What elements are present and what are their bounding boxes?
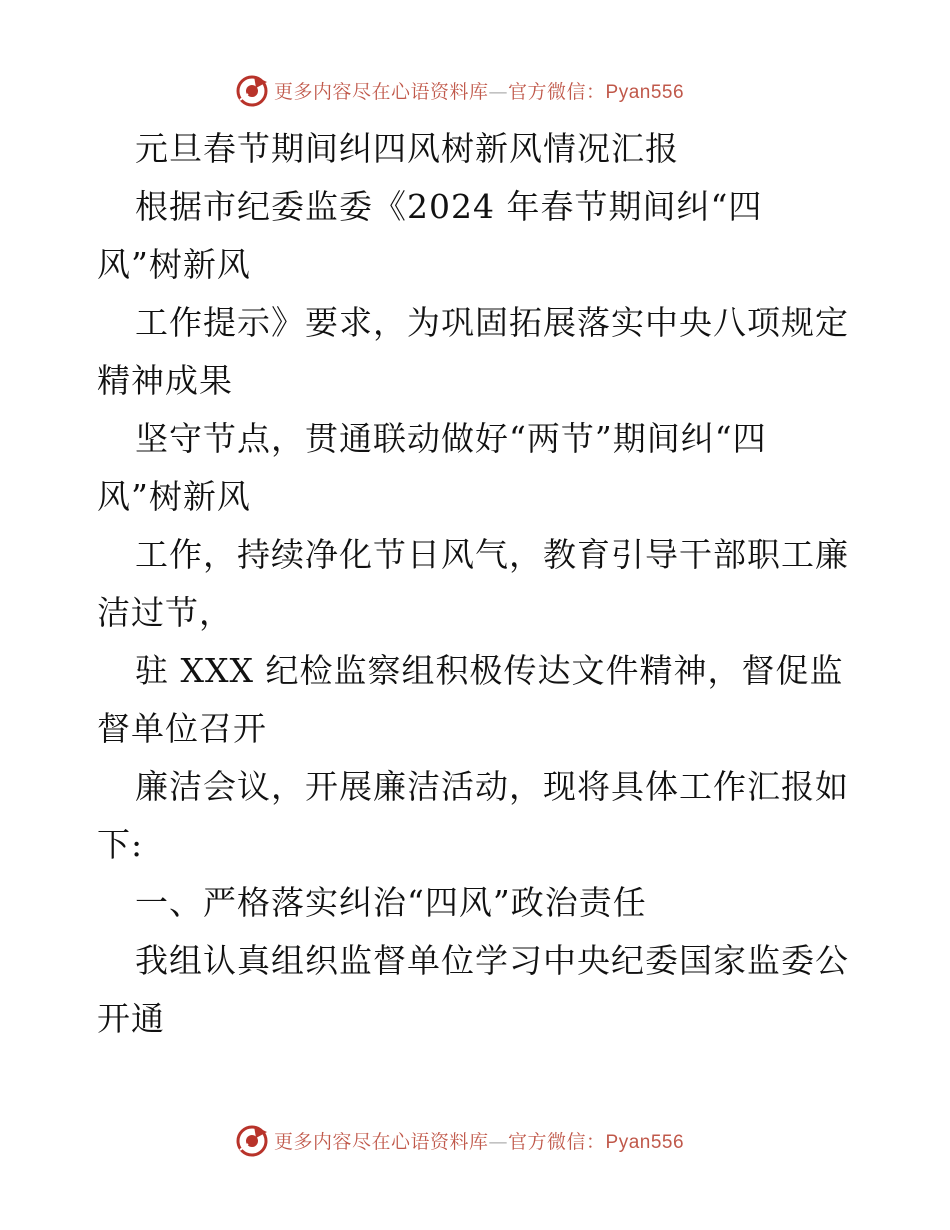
banner-text bbox=[274, 77, 684, 104]
paragraph-line: 风”树新风 bbox=[97, 477, 251, 516]
paragraph-line: 坚守节点，贯通联动做好“两节”期间纠“四 bbox=[135, 419, 767, 458]
banner-slogan: 更多内容尽在心语资料库 bbox=[274, 1130, 489, 1153]
paragraph-line: 开通 bbox=[97, 999, 165, 1038]
paragraph-line: 精神成果 bbox=[97, 361, 233, 400]
paragraph-line: 我组认真组织监督单位学习中央纪委国家监委公 bbox=[135, 941, 849, 980]
banner-text bbox=[274, 1127, 684, 1154]
section-heading: 一、严格落实纠治“四风”政治责任 bbox=[135, 883, 647, 922]
watermark-banner-top bbox=[234, 70, 714, 110]
paragraph-line: 下: bbox=[97, 825, 144, 864]
banner-contact-label: 官方微信： bbox=[508, 80, 606, 103]
banner-contact-label: 官方微信： bbox=[508, 1130, 606, 1153]
banner-slogan: 更多内容尽在心语资料库 bbox=[274, 80, 489, 103]
banner-contact-id: Pyan556 bbox=[605, 1131, 685, 1153]
paragraph-line: 根据市纪委监委《2024 年春节期间纠“四 bbox=[135, 187, 763, 226]
paragraph-line: 风”树新风 bbox=[97, 245, 251, 284]
paragraph-line: 工作提示》要求，为巩固拓展落实中央八项规定 bbox=[135, 303, 849, 342]
banner-separator: — bbox=[488, 80, 509, 103]
paragraph-line: 工作，持续净化节日风气，教育引导干部职工廉 bbox=[135, 535, 849, 574]
paragraph-line: 洁过节， bbox=[97, 593, 233, 632]
logo-icon bbox=[234, 1122, 270, 1158]
banner-separator: — bbox=[488, 1130, 509, 1153]
banner-contact-id: Pyan556 bbox=[605, 81, 685, 103]
watermark-banner-bottom bbox=[234, 1120, 714, 1160]
paragraph-line: 驻 XXX 纪检监察组积极传达文件精神，督促监 bbox=[135, 651, 844, 690]
paragraph-line: 督单位召开 bbox=[97, 709, 267, 748]
paragraph-line: 廉洁会议，开展廉洁活动，现将具体工作汇报如 bbox=[135, 767, 849, 806]
logo-icon bbox=[234, 72, 270, 108]
doc-title: 元旦春节期间纠四风树新风情况汇报 bbox=[135, 129, 679, 168]
document-body bbox=[97, 120, 857, 1048]
